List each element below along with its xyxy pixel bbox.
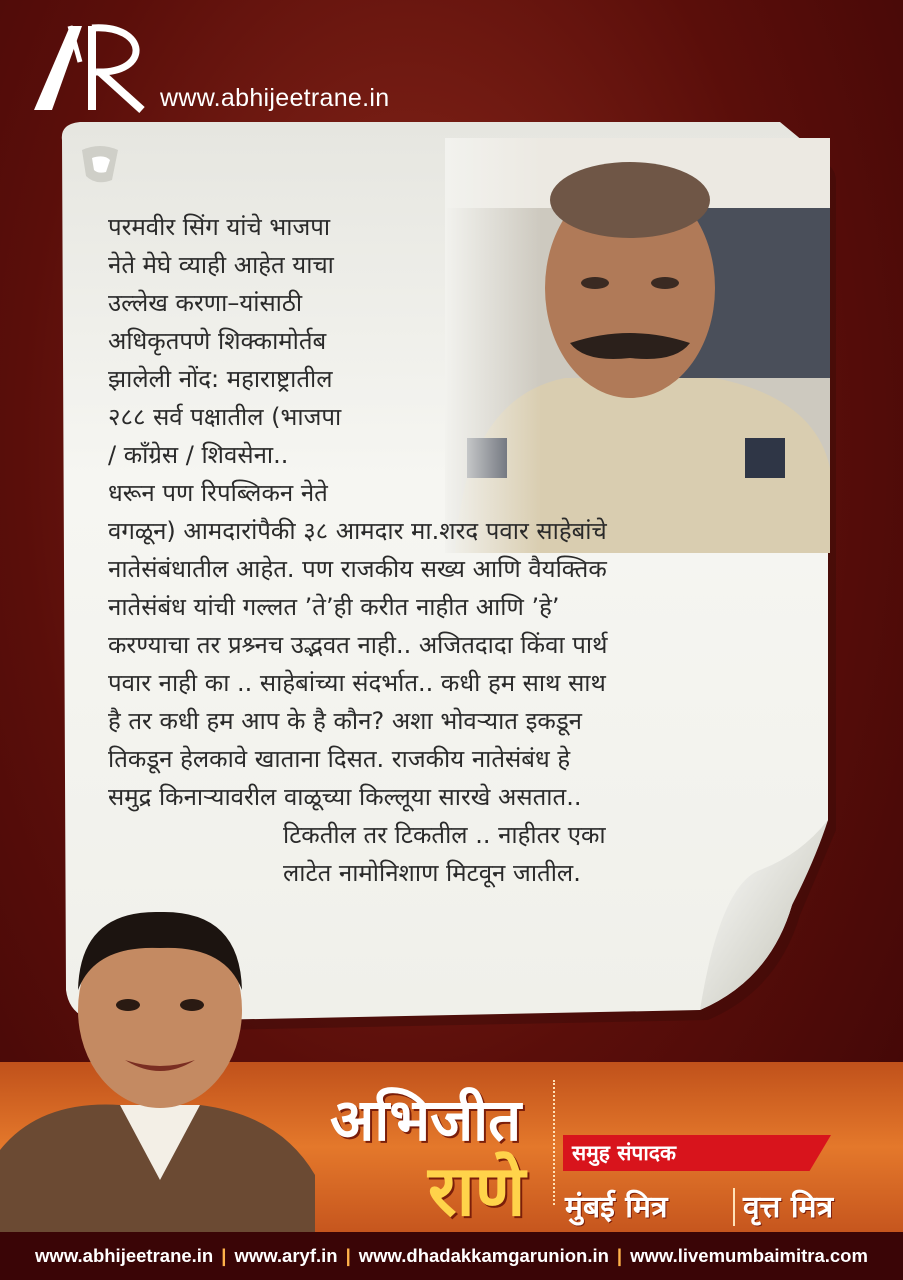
article-line: पवार नाही का .. साहेबांच्या संदर्भात.. कधी हम साथ साथ — [108, 669, 606, 697]
article-line: वगळून) आमदारांपैकी ३८ आमदार मा.शरद पवार साहेबांचे — [108, 517, 607, 545]
article-line: नातेसंबंधातील आहेत. पण राजकीय सख्य आणि वैयक्तिक — [108, 555, 607, 583]
divider — [733, 1188, 735, 1226]
editor-role: समुह संपादक — [572, 1141, 677, 1165]
editor-first-name: अभिजीत — [330, 1086, 522, 1154]
article-line: टिकतील तर टिकतील .. नाहीतर एका — [283, 821, 606, 849]
article-line: तिकडून हेलकावे खाताना दिसत. राजकीय नातेसंबंध हे — [108, 745, 571, 773]
article-line: / काँग्रेस / शिवसेना.. — [108, 441, 289, 469]
footer-links — [0, 1232, 903, 1280]
publication-logo-vrutta-mitra: वृत्त मित्र — [743, 1190, 834, 1225]
editor-last-name: राणे — [428, 1150, 526, 1232]
article-text — [108, 208, 808, 892]
article-line: करण्याचा तर प्रश्र्नच उद्भवत नाही.. अजितदादा किंवा पार्थ — [108, 631, 608, 659]
divider — [553, 1080, 555, 1205]
article-line: है तर कधी हम आप के है कौन? अशा भोवऱ्यात इकडून — [108, 707, 582, 735]
article-line: नातेसंबंध यांची गल्लत ’ते’ही करीत नाहीत आणि ’हे’ — [108, 593, 560, 621]
footer-link-dhadakkamgarunion[interactable]: www.dhadakkamgarunion.in — [358, 1245, 609, 1266]
article-line: परमवीर सिंग यांचे भाजपा — [108, 213, 331, 241]
article-line: नेते मेघे व्याही आहेत याचा — [108, 251, 334, 279]
article-line: अधिकृतपणे शिक्कामोर्तब — [108, 327, 327, 355]
header-website-link[interactable]: www.abhijeetrane.in — [160, 84, 390, 112]
article-line: लाटेत नामोनिशाण मिटवून जातील. — [283, 859, 581, 887]
footer-link-aryf[interactable]: www.aryf.in — [234, 1245, 338, 1266]
publication-logo-mumbai-mitra: मुंबई मित्र — [565, 1190, 668, 1225]
footer-link-abhijeetrane[interactable]: www.abhijeetrane.in — [35, 1245, 214, 1266]
article-line: धरून पण रिपब्लिकन नेते — [108, 479, 328, 507]
article-line: उल्लेख करणा–यांसाठी — [108, 289, 303, 317]
footer-separator: | — [616, 1245, 623, 1266]
article-line: समुद्र किनाऱ्यावरील वाळूच्या किल्लूया सारखे असतात.. — [108, 783, 582, 811]
footer-separator: | — [345, 1245, 351, 1266]
editor-photo — [0, 900, 315, 1232]
article-line: झालेली नोंद: महाराष्ट्रातील — [108, 365, 333, 393]
article-line: २८८ सर्व पक्षातील (भाजपा — [108, 403, 342, 431]
footer-link-livemumbaimitra[interactable]: www.livemumbaimitra.com — [630, 1245, 868, 1266]
footer-separator: | — [221, 1245, 227, 1266]
